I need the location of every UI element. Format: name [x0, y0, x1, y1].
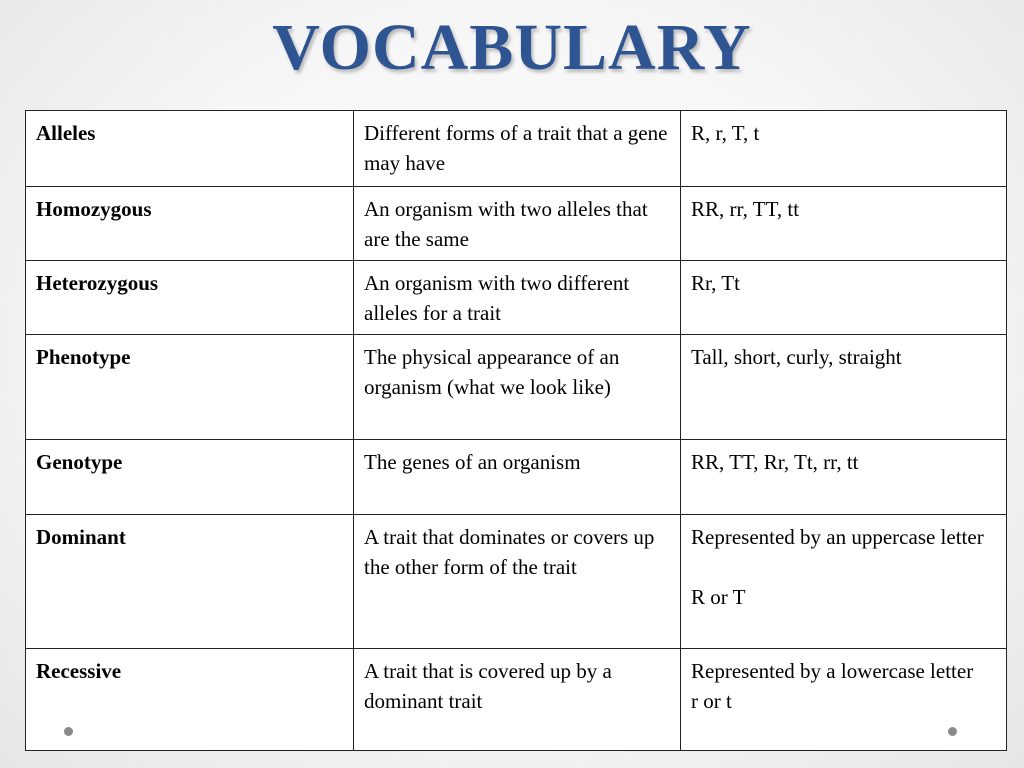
slide-title: VOCABULARY	[272, 11, 752, 84]
example-cell: Tall, short, curly, straight	[681, 335, 1007, 440]
table-row-genotype	[26, 440, 1007, 515]
definition-cell: A trait that dominates or covers up the other form of the trait	[354, 515, 681, 649]
table-row-heterozygous	[26, 261, 1007, 335]
example-cell: RR, rr, TT, tt	[681, 187, 1007, 261]
example-cell: Represented by an uppercase letter R or T	[681, 515, 1007, 649]
definition-cell: Different forms of a trait that a gene may have	[354, 111, 681, 187]
table-row-alleles	[26, 111, 1007, 187]
table-row-phenotype	[26, 335, 1007, 440]
definition-cell: An organism with two different alleles for a trait	[354, 261, 681, 335]
term-cell: Recessive	[26, 649, 354, 751]
term-cell: Phenotype	[26, 335, 354, 440]
definition-cell: The physical appearance of an organism (what we look like)	[354, 335, 681, 440]
example-cell: R, r, T, t	[681, 111, 1007, 187]
term-cell: Heterozygous	[26, 261, 354, 335]
table-row-dominant	[26, 515, 1007, 649]
definition-cell: A trait that is covered up by a dominant trait	[354, 649, 681, 751]
vocabulary-table	[25, 110, 1007, 751]
example-cell: Rr, Tt	[681, 261, 1007, 335]
term-cell: Homozygous	[26, 187, 354, 261]
term-cell: Alleles	[26, 111, 354, 187]
example-cell: RR, TT, Rr, Tt, rr, tt	[681, 440, 1007, 515]
definition-cell: An organism with two alleles that are the same	[354, 187, 681, 261]
decorative-dot-right	[948, 727, 957, 736]
definition-cell: The genes of an organism	[354, 440, 681, 515]
example-cell: Represented by a lowercase letter r or t	[681, 649, 1007, 751]
table-row-homozygous	[26, 187, 1007, 261]
table-row-recessive	[26, 649, 1007, 751]
decorative-dot-left	[64, 727, 73, 736]
term-cell: Genotype	[26, 440, 354, 515]
term-cell: Dominant	[26, 515, 354, 649]
